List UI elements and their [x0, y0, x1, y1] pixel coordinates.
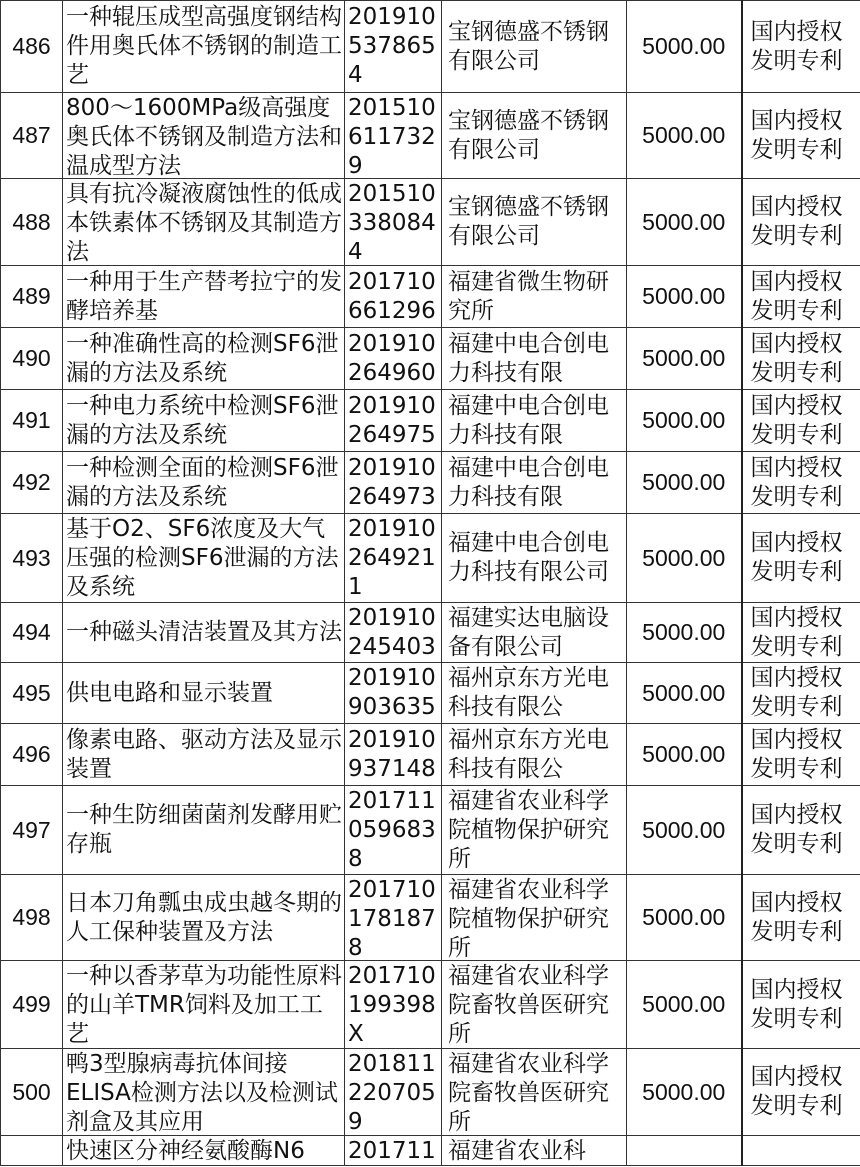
patent-number	[345, 390, 442, 452]
patent-type-text: 国内授权发明专利	[750, 604, 843, 660]
subsidy-amount-text: 5000.00	[642, 991, 726, 1017]
row-number	[1, 724, 63, 786]
subsidy-amount	[627, 266, 742, 328]
row-number	[1, 390, 63, 452]
patent-title	[63, 786, 345, 875]
patent-owner	[442, 961, 627, 1049]
patent-title	[63, 266, 345, 328]
patent-owner	[442, 1049, 627, 1136]
patent-type-text: 国内授权发明专利	[750, 665, 843, 720]
row-number	[1, 93, 63, 179]
patent-owner	[442, 1136, 627, 1166]
table-row	[1, 1, 860, 93]
patent-owner	[442, 514, 627, 603]
patent-number-text: 201910245403	[348, 604, 436, 660]
patent-title-text: 鸭3型腺病毒抗体间接ELISA检测方法以及检测试剂盒及其应用	[66, 1050, 338, 1135]
patent-owner-text: 福建省农业科学院畜牧兽医研究所	[448, 962, 609, 1047]
subsidy-amount	[627, 514, 742, 603]
subsidy-amount	[627, 786, 742, 875]
patent-type	[742, 875, 860, 961]
subsidy-amount-text: 5000.00	[642, 469, 726, 495]
patent-owner-text: 福建省农业科学院畜牧兽医研究所	[448, 1050, 609, 1135]
row-number	[1, 328, 63, 390]
patent-number	[345, 786, 442, 875]
patent-number	[345, 514, 442, 603]
subsidy-amount-text: 5000.00	[642, 283, 726, 309]
patent-title	[63, 328, 345, 390]
patent-title	[63, 1049, 345, 1136]
patent-number	[345, 603, 442, 663]
patent-owner	[442, 1, 627, 93]
row-number	[1, 603, 63, 663]
patent-title-text: 快速区分神经氨酸酶N6	[66, 1137, 305, 1164]
subsidy-amount-text: 5000.00	[642, 679, 726, 706]
patent-number	[345, 875, 442, 961]
subsidy-amount	[627, 603, 742, 663]
patent-number	[345, 961, 442, 1049]
table-row	[1, 875, 860, 961]
patent-type-text: 国内授权发明专利	[750, 889, 843, 945]
row-number	[1, 452, 63, 514]
patent-number	[345, 1049, 442, 1136]
row-number	[1, 786, 63, 875]
patent-type	[742, 452, 860, 514]
patent-title-text: 像素电路、驱动方法及显示装置	[66, 726, 342, 782]
patent-title-text: 具有抗冷凝液腐蚀性的低成本铁素体不锈钢及其制造方法	[66, 180, 342, 265]
row-number-text: 499	[12, 991, 51, 1017]
patent-title-text: 一种用于生产替考拉宁的发酵培养基	[66, 268, 342, 324]
patent-owner-text: 宝钢德盛不锈钢有限公司	[448, 107, 609, 163]
patent-type	[742, 1, 860, 93]
patent-type	[742, 328, 860, 390]
patent-owner	[442, 724, 627, 786]
patent-number	[345, 328, 442, 390]
patent-number-text: 2019105378654	[348, 4, 436, 88]
patent-title-text: 一种准确性高的检测SF6泄漏的方法及系统	[66, 330, 339, 386]
subsidy-amount-text: 5000.00	[642, 33, 726, 59]
row-number-text: 487	[12, 122, 51, 148]
patent-number-text: 2019102649211	[348, 515, 436, 600]
patent-type	[742, 786, 860, 875]
row-number-text: 488	[12, 208, 51, 235]
patent-title	[63, 514, 345, 603]
patent-owner-text: 福建省农业科	[448, 1137, 586, 1164]
patent-number-text: 2017110596838	[348, 787, 436, 872]
subsidy-amount	[627, 875, 742, 961]
patent-owner-text: 福建省微生物研究所	[448, 268, 609, 324]
patent-type-text: 国内授权发明专利	[750, 18, 843, 74]
patent-title	[63, 663, 345, 724]
patent-title-text: 日本刀角瓢虫成虫越冬期的人工保种装置及方法	[66, 889, 342, 945]
patent-number-text: 201711	[348, 1137, 436, 1164]
patent-type	[742, 93, 860, 179]
row-number-text: 486	[12, 33, 51, 59]
row-number-text: 490	[12, 345, 51, 371]
subsidy-amount	[627, 93, 742, 179]
row-number-text: 489	[12, 283, 51, 309]
patent-owner-text: 福州京东方光电科技有限公	[448, 726, 609, 782]
subsidy-amount	[627, 452, 742, 514]
patent-title	[63, 603, 345, 663]
patent-title	[63, 1136, 345, 1166]
subsidy-amount	[627, 179, 742, 266]
patent-title	[63, 724, 345, 786]
table-row	[1, 179, 860, 266]
patent-owner	[442, 663, 627, 724]
patent-number-text: 201910264973	[348, 454, 436, 510]
subsidy-amount-text: 5000.00	[642, 904, 726, 930]
row-number	[1, 663, 63, 724]
patent-owner	[442, 603, 627, 663]
table-row	[1, 328, 860, 390]
row-number-text: 497	[12, 816, 51, 843]
patent-title-text: 一种电力系统中检测SF6泄漏的方法及系统	[66, 392, 339, 448]
patent-owner-text: 福建中电合创电力科技有限	[448, 454, 609, 510]
patent-type-text: 国内授权发明专利	[750, 802, 843, 857]
table-row	[1, 93, 860, 179]
subsidy-amount	[627, 663, 742, 724]
patent-owner-text: 福建省农业科学院植物保护研究所	[448, 876, 609, 960]
subsidy-amount	[627, 1136, 742, 1166]
patent-type	[742, 1049, 860, 1136]
table-row	[1, 603, 860, 663]
patent-title	[63, 452, 345, 514]
row-number	[1, 961, 63, 1049]
patent-type-text: 国内授权发明专利	[750, 392, 843, 448]
patent-number-text: 2015106117329	[348, 94, 436, 178]
patent-number-text: 201710199398X	[348, 962, 436, 1047]
patent-title-text: 一种磁头清洁装置及其方法	[66, 619, 342, 645]
row-number-text: 491	[12, 407, 51, 433]
patent-number-text: 201910903635	[348, 665, 436, 720]
row-number-text: 496	[12, 741, 51, 767]
patent-type	[742, 266, 860, 328]
patent-type	[742, 1136, 860, 1166]
subsidy-amount-text: 5000.00	[642, 1078, 726, 1105]
patent-title-text: 供电电路和显示装置	[66, 679, 273, 706]
patent-owner-text: 福建中电合创电力科技有限	[448, 392, 609, 448]
row-number-text: 498	[12, 904, 51, 930]
patent-type	[742, 961, 860, 1049]
row-number-text: 492	[12, 469, 51, 495]
patent-type-text: 国内授权发明专利	[750, 530, 843, 585]
patent-title	[63, 390, 345, 452]
patent-number-text: 201910264975	[348, 392, 436, 448]
patent-owner-text: 宝钢德盛不锈钢有限公司	[448, 18, 609, 74]
table-row	[1, 1136, 860, 1166]
subsidy-amount-text: 5000.00	[642, 407, 726, 433]
row-number	[1, 266, 63, 328]
patent-owner-text: 福州京东方光电科技有限公	[448, 665, 609, 720]
subsidy-amount-text: 5000.00	[642, 544, 726, 571]
patent-owner	[442, 452, 627, 514]
patent-number	[345, 1, 442, 93]
subsidy-amount	[627, 390, 742, 452]
patent-title-text: 一种以香茅草为功能性原料的山羊TMR饲料及加工工艺	[66, 962, 342, 1047]
patent-table-body	[1, 1, 860, 1166]
subsidy-amount-text: 5000.00	[642, 122, 726, 148]
patent-number-text: 201910937148	[348, 726, 436, 782]
patent-number	[345, 266, 442, 328]
patent-title-text: 800～1600MPa级高强度奥氏体不锈钢及制造方法和温成型方法	[66, 94, 342, 178]
subsidy-amount-text: 5000.00	[642, 741, 726, 767]
patent-owner-text: 宝钢德盛不锈钢有限公司	[448, 194, 609, 249]
patent-type-text: 国内授权发明专利	[750, 268, 843, 324]
patent-title-text: 基于O2、SF6浓度及大气压强的检测SF6泄漏的方法及系统	[66, 515, 339, 600]
table-row	[1, 452, 860, 514]
patent-owner	[442, 390, 627, 452]
patent-number	[345, 452, 442, 514]
patent-type	[742, 390, 860, 452]
patent-number	[345, 179, 442, 266]
patent-number-text: 201910264960	[348, 330, 436, 386]
subsidy-amount	[627, 1049, 742, 1136]
patent-number-text: 2018112207059	[348, 1050, 436, 1135]
patent-title	[63, 1, 345, 93]
patent-owner	[442, 266, 627, 328]
subsidy-amount-text: 5000.00	[642, 345, 726, 371]
patent-number-text: 201710661296	[348, 268, 436, 324]
subsidy-amount	[627, 1, 742, 93]
subsidy-amount	[627, 961, 742, 1049]
table-row	[1, 514, 860, 603]
patent-number	[345, 663, 442, 724]
row-number	[1, 1136, 63, 1166]
table-row	[1, 786, 860, 875]
table-row	[1, 390, 860, 452]
row-number	[1, 179, 63, 266]
patent-type	[742, 724, 860, 786]
patent-title	[63, 961, 345, 1049]
patent-owner	[442, 93, 627, 179]
patent-type-text: 国内授权发明专利	[750, 976, 843, 1032]
patent-number-text: 2015103380844	[348, 180, 436, 265]
subsidy-amount-text: 5000.00	[642, 208, 726, 235]
patent-title-text: 一种生防细菌菌剂发酵用贮存瓶	[66, 802, 342, 857]
patent-type-text: 国内授权发明专利	[750, 330, 843, 386]
patent-owner-text: 福建中电合创电力科技有限	[448, 330, 609, 386]
table-row	[1, 1049, 860, 1136]
patent-type	[742, 663, 860, 724]
patent-owner-text: 福建省农业科学院植物保护研究所	[448, 787, 609, 872]
table-row	[1, 724, 860, 786]
patent-type-text: 国内授权发明专利	[750, 107, 843, 163]
patent-number	[345, 93, 442, 179]
patent-owner	[442, 328, 627, 390]
table-row	[1, 961, 860, 1049]
row-number	[1, 875, 63, 961]
row-number-text: 500	[12, 1078, 51, 1105]
patent-type-text: 国内授权发明专利	[750, 1064, 843, 1119]
patent-owner-text: 福建实达电脑设备有限公司	[448, 604, 609, 660]
row-number	[1, 1049, 63, 1136]
patent-number	[345, 1136, 442, 1166]
row-number	[1, 514, 63, 603]
patent-owner	[442, 179, 627, 266]
row-number	[1, 1, 63, 93]
patent-owner-text: 福建中电合创电力科技有限公司	[448, 530, 609, 585]
patent-type-text: 国内授权发明专利	[750, 726, 843, 782]
patent-title	[63, 93, 345, 179]
patent-title	[63, 875, 345, 961]
patent-type	[742, 179, 860, 266]
row-number-text: 495	[12, 679, 51, 706]
subsidy-amount-text: 5000.00	[642, 619, 726, 645]
row-number-text: 493	[12, 544, 51, 571]
table-row	[1, 266, 860, 328]
row-number-text: 494	[12, 619, 51, 645]
patent-title	[63, 179, 345, 266]
table-row	[1, 663, 860, 724]
patent-title-text: 一种辊压成型高强度钢结构件用奥氏体不锈钢的制造工艺	[66, 4, 342, 88]
patent-type-text: 国内授权发明专利	[750, 454, 843, 510]
patent-owner	[442, 875, 627, 961]
patent-type	[742, 514, 860, 603]
subsidy-amount	[627, 328, 742, 390]
patent-owner	[442, 786, 627, 875]
patent-title-text: 一种检测全面的检测SF6泄漏的方法及系统	[66, 454, 339, 510]
subsidy-amount	[627, 724, 742, 786]
patent-type-text: 国内授权发明专利	[750, 194, 843, 249]
patent-number	[345, 724, 442, 786]
subsidy-amount-text: 5000.00	[642, 816, 726, 843]
patent-number-text: 2017101781878	[348, 876, 436, 960]
patent-type	[742, 603, 860, 663]
